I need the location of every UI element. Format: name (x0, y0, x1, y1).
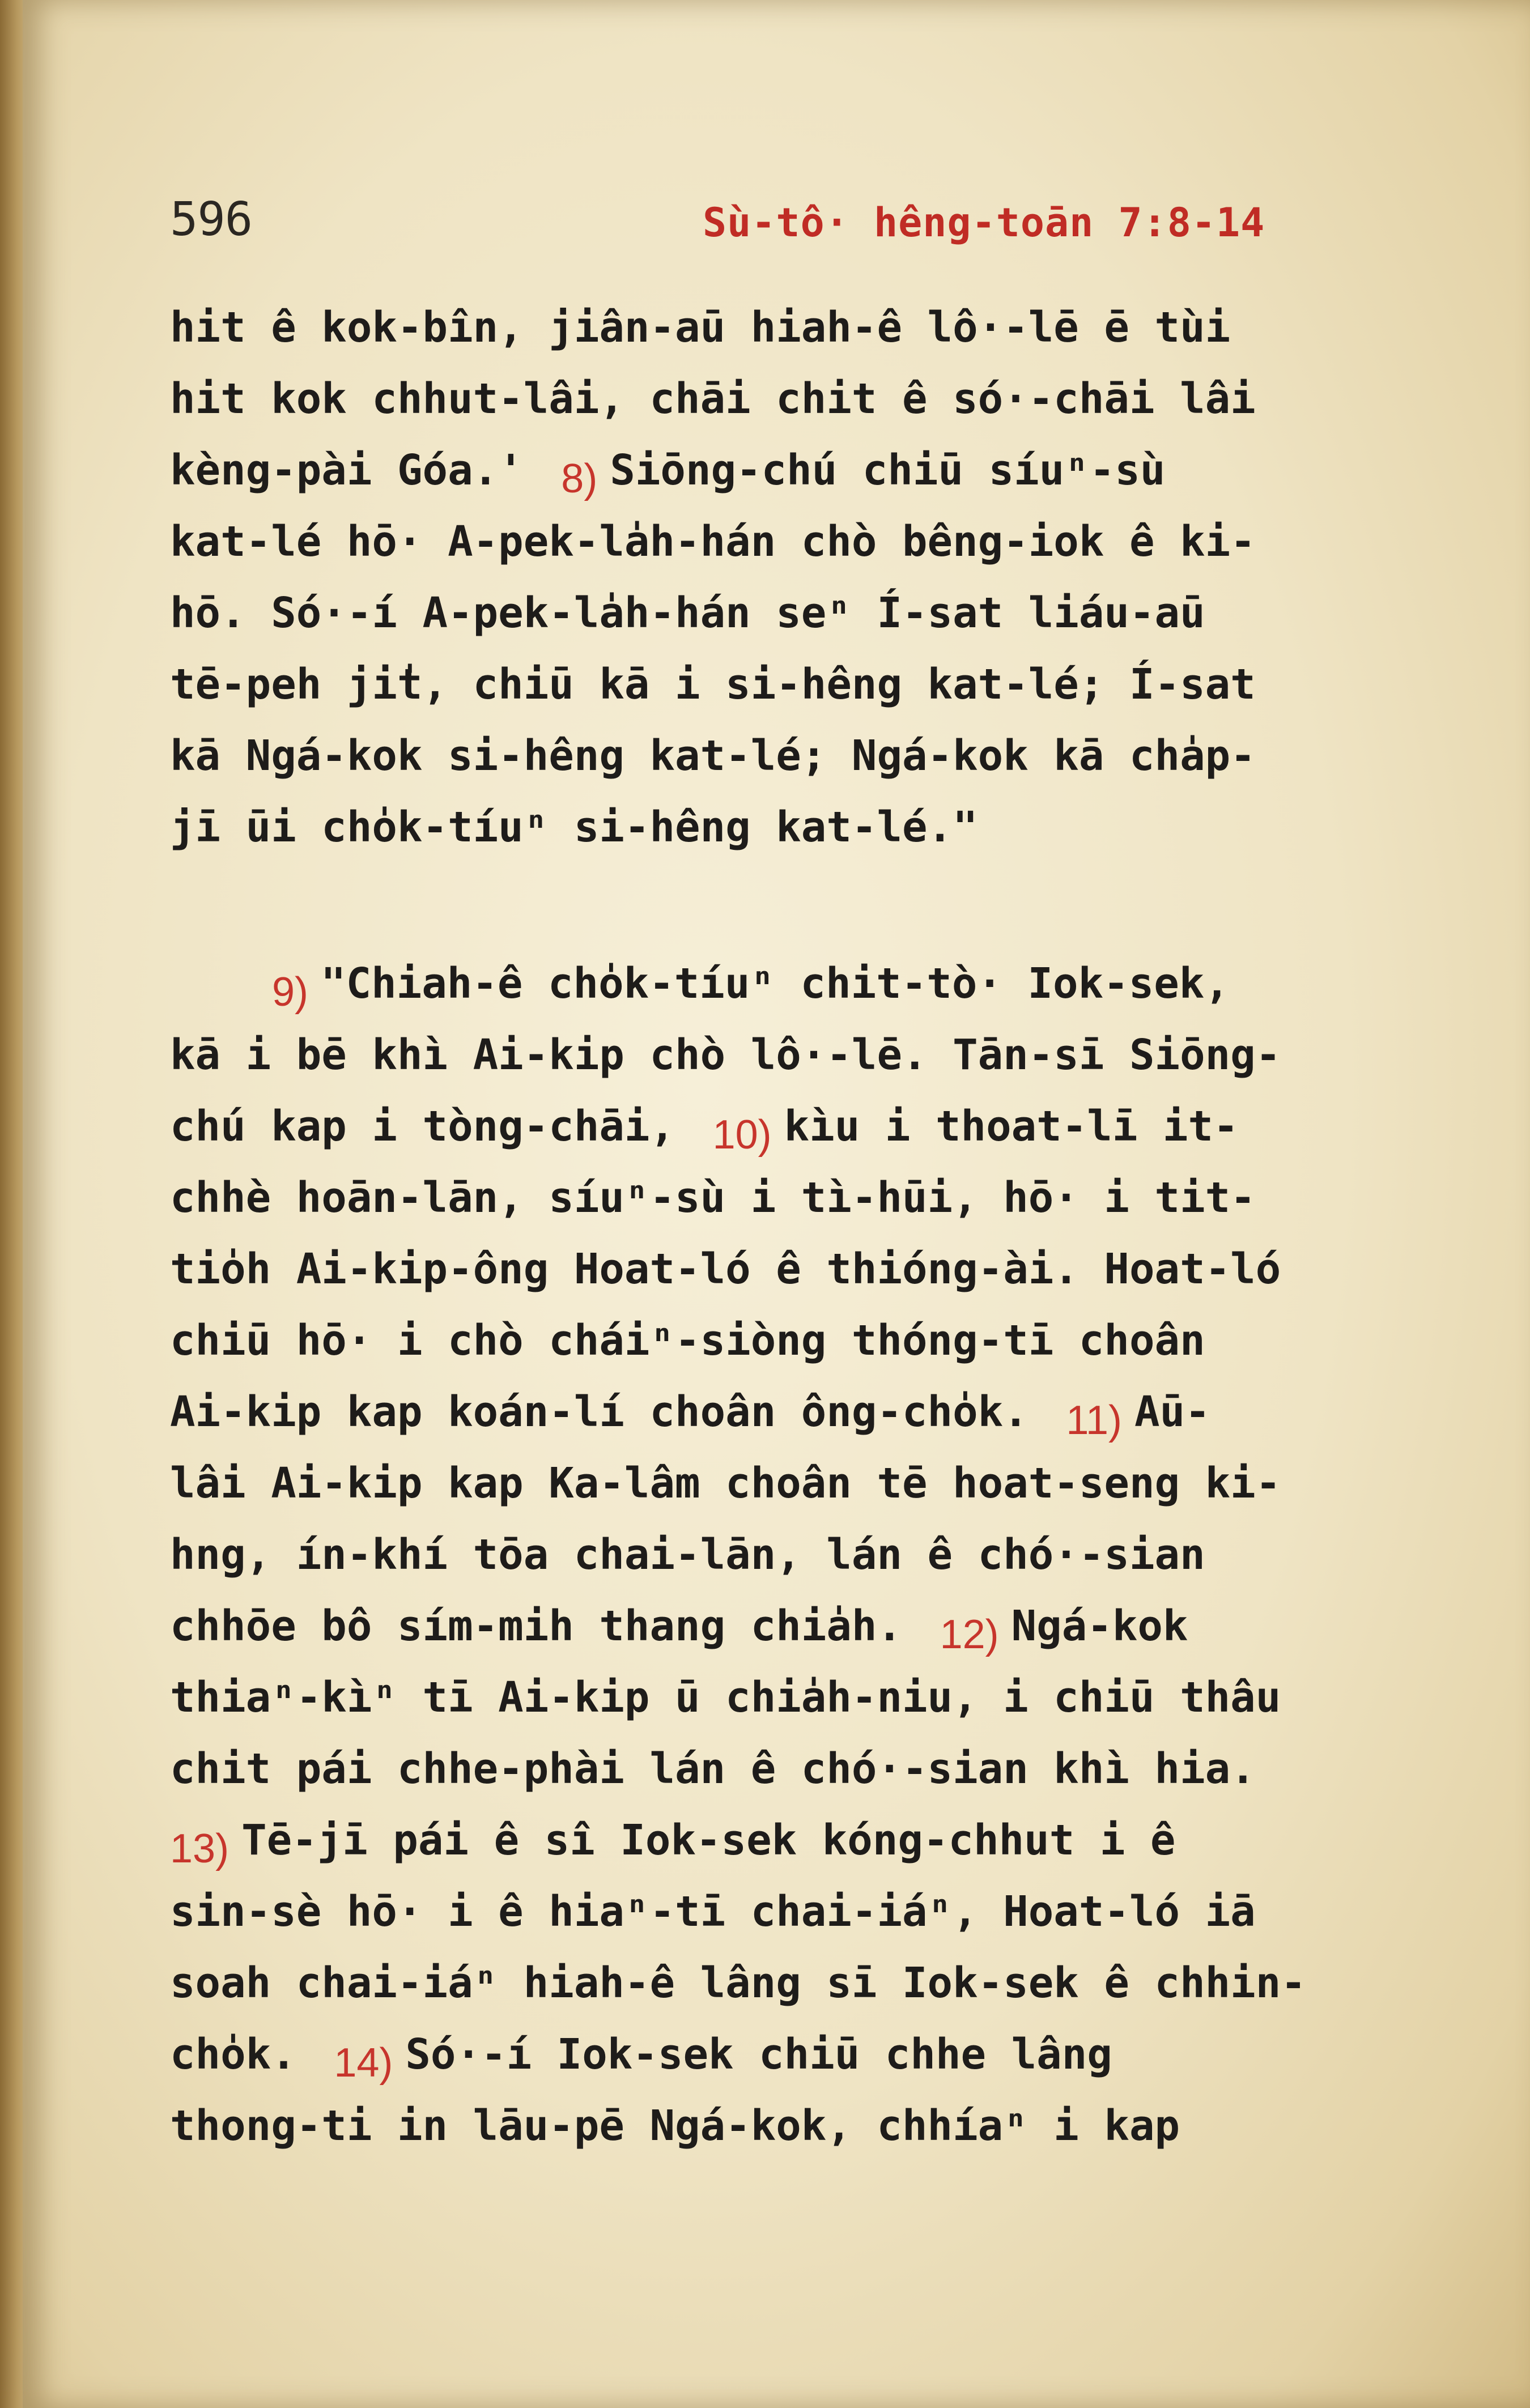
text-segment: chhōe bô sím-mih thang chia̍h. (170, 1602, 928, 1650)
verse-number: 12) (940, 1612, 999, 1657)
verse-number: 10) (712, 1112, 772, 1158)
text-line (170, 1376, 1462, 1448)
text-line (170, 720, 1462, 792)
page-number: 596 (170, 193, 253, 246)
text-segment: chiū hō· i chò cháiⁿ-siòng thóng-tī choân (170, 1316, 1205, 1365)
text-segment: thong-ti in lāu-pē Ngá-kok, chhíaⁿ i kap (170, 2101, 1180, 2150)
body-text (170, 292, 1462, 2162)
text-segment: jī ūi cho̍k-tíuⁿ si-hêng kat-lé." (170, 803, 978, 852)
text-segment: kā Ngá-kok si-hêng kat-lé; Ngá-kok kā cha̍p- (170, 731, 1256, 780)
text-segment: hō. Só·-í A-pek-la̍h-hán seⁿ Í-sat liáu-aū (170, 589, 1205, 637)
text-segment: kèng-pài Góa.' (170, 446, 549, 495)
running-title: Sù-tô· hêng-toān 7:8-14 (703, 199, 1265, 246)
text-segment: hit ê kok-bîn, jiân-aū hiah-ê lô·-lē ē tùi (170, 303, 1231, 352)
text-segment: kìu i thoat-lī it- (784, 1102, 1239, 1151)
text-segment: chit pái chhe-phài lán ê chó·-sian khì hia. (170, 1745, 1256, 1793)
text-line (170, 1519, 1462, 1590)
text-line (170, 577, 1462, 649)
text-segment: chú kap i tòng-chāi, (170, 1102, 700, 1151)
text-segment: tio̍h Ai-kip-ông Hoat-ló ê thióng-ài. Hoat-ló (170, 1245, 1281, 1294)
text-segment: kat-lé hō· A-pek-la̍h-hán chò bêng-iok ê ki- (170, 517, 1256, 566)
text-segment: Siōng-chú chiū síuⁿ-sù (610, 446, 1166, 495)
text-line (170, 792, 1462, 863)
text-segment: Ai-kip kap koán-lí choân ông-cho̍k. (170, 1388, 1054, 1436)
text-line (170, 649, 1462, 720)
text-line (170, 1233, 1462, 1305)
page-header (170, 193, 1371, 249)
text-line (170, 292, 1462, 363)
text-segment: Só·-í Iok-sek chiū chhe lâng (405, 2030, 1112, 2079)
text-line (170, 363, 1462, 435)
text-line (170, 506, 1462, 577)
text-line (170, 948, 1462, 1019)
text-segment: tē-peh ji̍t, chiū kā i si-hêng kat-lé; Í-sat (170, 660, 1256, 709)
text-line (170, 1019, 1462, 1091)
text-segment: Aū- (1134, 1388, 1210, 1436)
text-segment: Tē-jī pái ê sî Iok-sek kóng-chhut i ê (241, 1816, 1176, 1865)
text-line (170, 1590, 1462, 1662)
text-line (170, 1662, 1462, 1733)
text-segment: thiaⁿ-kìⁿ tī Ai-kip ū chia̍h-niu, i chiū thâu (170, 1673, 1281, 1722)
text-segment: sin-sè hō· i ê hiaⁿ-tī chai-iáⁿ, Hoat-ló iā (170, 1887, 1256, 1936)
verse-number: 8) (561, 456, 598, 501)
text-line (170, 1876, 1462, 1947)
text-line (170, 1091, 1462, 1162)
text-line (170, 1733, 1462, 1805)
verse-number: 13) (170, 1826, 230, 1871)
verse-number: 14) (334, 2040, 393, 2086)
text-segment: soah chai-iáⁿ hiah-ê lâng sī Iok-sek ê chhin- (170, 1959, 1306, 2007)
text-line (170, 2090, 1462, 2162)
text-line (170, 435, 1462, 506)
text-line (170, 1947, 1462, 2019)
text-segment: chhè hoān-lān, síuⁿ-sù i tì-hūi, hō· i tit- (170, 1173, 1256, 1222)
text-segment: "Chiah-ê cho̍k-tíuⁿ chit-tò· Iok-sek, (321, 959, 1230, 1008)
verse-number: 9) (272, 969, 309, 1015)
text-line (170, 1805, 1462, 1876)
text-segment: hng, ín-khí tōa chai-lān, lán ê chó·-sian (170, 1530, 1205, 1579)
text-line (170, 1305, 1462, 1376)
text-segment: lâi Ai-kip kap Ka-lâm choân tē hoat-seng ki- (170, 1459, 1281, 1508)
paragraph-gap (170, 863, 1462, 948)
verse-number: 11) (1066, 1398, 1123, 1443)
text-segment: Ngá-kok (1011, 1602, 1188, 1650)
text-line (170, 1448, 1462, 1519)
text-segment: cho̍k. (170, 2030, 322, 2079)
text-line (170, 2019, 1462, 2090)
text-segment: kā i bē khì Ai-kip chò lô·-lē. Tān-sī Siōng- (170, 1031, 1281, 1079)
text-line (170, 1162, 1462, 1233)
text-segment: hit kok chhut-lâi, chāi chit ê só·-chāi lâi (170, 375, 1256, 423)
